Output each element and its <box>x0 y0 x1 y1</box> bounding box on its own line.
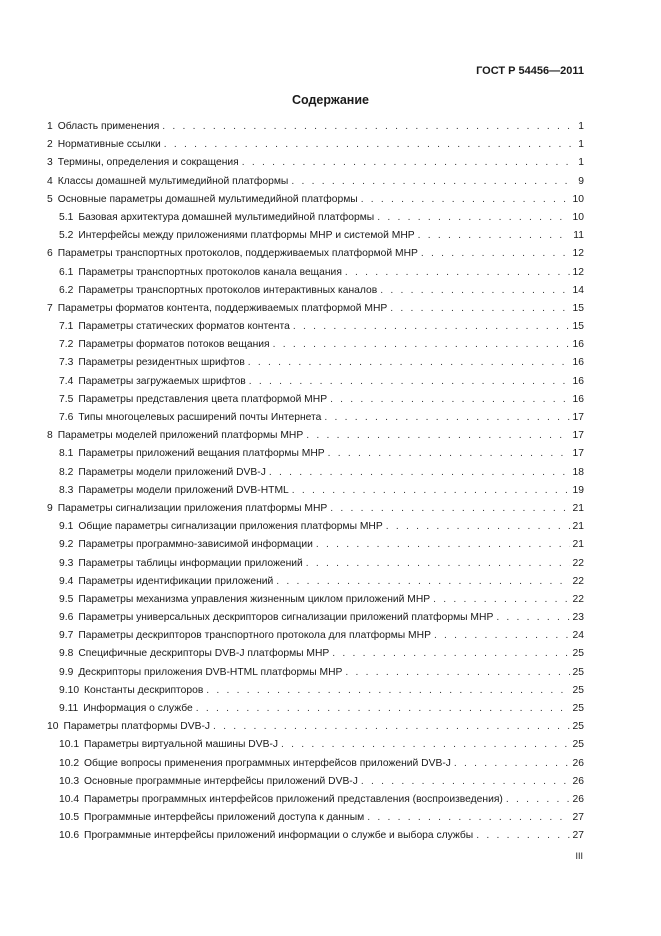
toc-entry[interactable] <box>47 794 584 812</box>
toc-entry[interactable] <box>47 485 584 503</box>
toc-entry[interactable] <box>47 157 584 175</box>
toc-entry-title: Параметры программно-зависимой информации <box>78 539 313 551</box>
toc-entry[interactable] <box>47 576 584 594</box>
toc-entry-title: Специфичные дескрипторы DVB-J платформы МНР <box>78 648 330 660</box>
toc-entry-number: 2 <box>47 139 53 151</box>
toc-entry-title: Нормативные ссылки <box>57 139 161 151</box>
toc-entry-number: 5 <box>47 193 53 205</box>
toc-entry[interactable] <box>47 321 584 339</box>
toc-entry-title: Параметры транспортных протоколов канала вещания <box>78 266 342 278</box>
toc-entry-number: 9.1 <box>59 521 74 533</box>
toc-entry-number: 5.2 <box>59 230 74 242</box>
toc-entry-page: 21 <box>572 539 584 551</box>
toc-entry-number: 9.4 <box>59 575 74 587</box>
toc-entry[interactable] <box>47 739 584 757</box>
toc-dot-leader <box>476 830 569 841</box>
toc-entry-number: 7.6 <box>59 412 74 423</box>
toc-entry-page: 26 <box>572 775 584 787</box>
toc-entry-title: Типы многоцелевых расширений почты Интернета <box>78 412 322 423</box>
toc-entry-number: 9.11 <box>59 703 79 714</box>
toc-entry[interactable] <box>47 394 584 412</box>
toc-entry-page: 25 <box>572 739 584 751</box>
toc-entry-page: 15 <box>572 321 584 333</box>
toc-entry-page: 17 <box>572 412 584 423</box>
toc-dot-leader <box>249 376 570 387</box>
toc-entry[interactable] <box>47 267 584 285</box>
toc-entry[interactable] <box>47 448 584 466</box>
toc-entry-number: 7.2 <box>59 339 74 351</box>
toc-entry[interactable] <box>47 139 584 157</box>
page-title: Содержание <box>291 93 369 107</box>
toc-dot-leader <box>306 558 570 569</box>
toc-dot-leader <box>276 576 569 587</box>
toc-entry-page: 24 <box>572 630 584 642</box>
toc-dot-leader <box>361 776 570 787</box>
toc-entry[interactable] <box>47 248 584 266</box>
toc-entry-title: Параметры представления цвета платформой МНР <box>78 393 328 405</box>
toc-entry[interactable] <box>47 539 584 557</box>
toc-entry-number: 8.2 <box>59 466 74 478</box>
toc-entry-number: 7.3 <box>59 357 74 369</box>
toc-entry-page: 10 <box>572 193 584 205</box>
toc-entry-page: 16 <box>572 375 584 387</box>
toc-dot-leader <box>196 703 570 714</box>
toc-entry[interactable] <box>47 612 584 630</box>
toc-entry-page: 1 <box>578 157 584 169</box>
toc-entry-title: Дескрипторы приложения DVB-HTML платформы МНР <box>78 666 343 678</box>
toc-dot-leader <box>206 685 569 696</box>
toc-entry-number: 3 <box>47 157 53 169</box>
toc-entry[interactable] <box>47 521 584 539</box>
toc-entry-number: 6 <box>47 248 53 260</box>
toc-entry-title: Параметры форматов потоков вещания <box>78 339 270 351</box>
toc-entry-title: Параметры форматов контента, поддерживаемых платформой МНР <box>57 302 388 314</box>
toc-dot-leader <box>345 667 569 678</box>
toc-entry-title: Программные интерфейсы приложений доступа к данным <box>84 812 365 824</box>
toc-entry-title: Параметры идентификации приложений <box>78 575 274 587</box>
toc-entry-number: 7.5 <box>59 393 74 405</box>
toc-dot-leader <box>421 248 570 259</box>
toc-entry-title: Классы домашней мультимедийной платформы <box>57 175 289 187</box>
toc-entry[interactable] <box>47 303 584 321</box>
toc-entry-title: Параметры механизма управления жизненным циклом приложений МНР <box>78 593 431 605</box>
toc-entry-page: 25 <box>572 721 584 733</box>
toc-entry-number: 4 <box>47 175 53 187</box>
toc-entry-title: Параметры сигнализации приложения платформы МНР <box>57 502 328 514</box>
toc-entry-title: Параметры приложений вещания платформы МНР <box>78 448 325 460</box>
toc-dot-leader <box>332 648 569 659</box>
toc-entry[interactable] <box>47 703 584 721</box>
toc-entry-page: 25 <box>572 648 584 660</box>
toc-dot-leader <box>273 339 570 350</box>
toc-entry-number: 9.10 <box>59 684 80 696</box>
toc-entry-page: 22 <box>572 575 584 587</box>
toc-entry-number: 10.6 <box>59 830 80 842</box>
toc-entry[interactable] <box>47 758 584 776</box>
toc-entry-page: 9 <box>578 175 584 187</box>
toc-entry-title: Параметры моделей приложений платформы МНР <box>57 430 304 442</box>
toc-entry-title: Параметры модели приложений DVB-HTML <box>78 484 289 496</box>
toc-dot-leader <box>380 285 569 296</box>
toc-entry-page: 25 <box>572 703 584 714</box>
toc-entry[interactable] <box>47 503 584 521</box>
toc-entry-page: 27 <box>572 830 584 842</box>
toc-entry-title: Параметры загружаемых шрифтов <box>78 375 246 387</box>
toc-entry-title: Основные параметры домашней мультимедийной платформы <box>57 193 358 205</box>
toc-entry-number: 9.2 <box>59 539 74 551</box>
toc-entry-number: 9.6 <box>59 612 74 624</box>
toc-entry-title: Параметры модели приложений DVB-J <box>78 466 266 478</box>
toc-dot-leader <box>377 212 569 223</box>
toc-dot-leader <box>269 467 570 478</box>
toc-entry-page: 12 <box>572 266 584 278</box>
toc-entry[interactable] <box>47 830 584 848</box>
toc-dot-leader <box>324 412 569 423</box>
toc-entry-number: 7.1 <box>59 321 74 333</box>
toc-entry-number: 1 <box>47 121 53 132</box>
toc-dot-leader <box>328 448 570 459</box>
toc-entry-page: 18 <box>572 466 584 478</box>
toc-entry[interactable] <box>47 357 584 375</box>
toc-entry-title: Параметры статических форматов контента <box>78 321 290 333</box>
toc-entry-page: 16 <box>572 357 584 369</box>
toc-entry-number: 9.3 <box>59 557 74 569</box>
toc-entry-title: Область применения <box>57 121 160 132</box>
toc-entry-page: 14 <box>572 284 584 296</box>
toc-entry[interactable] <box>47 285 584 303</box>
toc-entry[interactable] <box>47 376 584 394</box>
toc-entry-title: Параметры программных интерфейсов приложений представления (воспроизведения) <box>84 793 503 805</box>
toc-entry-title: Интерфейсы между приложениями платформы МНР и системой МНР <box>78 230 415 242</box>
toc-entry[interactable] <box>47 667 584 685</box>
toc-entry[interactable] <box>47 339 584 357</box>
toc-entry-number: 9 <box>47 502 53 514</box>
toc-dot-leader <box>454 758 570 769</box>
toc-entry-title: Базовая архитектура домашней мультимедийной платформы <box>78 211 375 223</box>
toc-entry-page: 22 <box>572 593 584 605</box>
toc-entry-title: Параметры универсальных дескрипторов сигнализации приложений платформы МНР <box>78 612 494 624</box>
toc-entry-number: 6.2 <box>59 284 74 296</box>
toc-entry-number: 10.1 <box>59 739 80 751</box>
toc-dot-leader <box>291 176 571 187</box>
document-header: ГОСТ Р 54456—2011 <box>476 65 584 77</box>
toc-entry-number: 8 <box>47 430 53 442</box>
toc-entry-page: 22 <box>572 557 584 569</box>
toc-entry-number: 9.9 <box>59 666 74 678</box>
toc-entry-title: Общие вопросы применения программных интерфейсов приложений DVB-J <box>84 757 451 769</box>
toc-dot-leader <box>242 157 571 168</box>
toc-entry-number: 9.7 <box>59 630 74 642</box>
toc-entry-page: 12 <box>572 248 584 260</box>
toc-dot-leader <box>281 739 570 750</box>
toc-entry-number: 5.1 <box>59 211 74 223</box>
toc-dot-leader <box>330 503 569 514</box>
toc-entry-number: 9.5 <box>59 593 74 605</box>
toc-entry-title: Параметры таблицы информации приложений <box>78 557 303 569</box>
toc-dot-leader <box>306 430 569 441</box>
toc-entry-page: 1 <box>578 139 584 151</box>
toc-entry[interactable] <box>47 812 584 830</box>
toc-dot-leader <box>330 394 569 405</box>
toc-entry-title: Параметры платформы DVB-J <box>63 721 211 733</box>
toc-entry[interactable] <box>47 721 584 739</box>
toc-entry[interactable] <box>47 558 584 576</box>
toc-entry[interactable] <box>47 685 584 703</box>
toc-entry-page: 16 <box>572 339 584 351</box>
toc-entry-number: 9.8 <box>59 648 74 660</box>
toc-entry-page: 25 <box>572 684 584 696</box>
toc-entry[interactable] <box>47 412 584 430</box>
toc-entry-title: Программные интерфейсы приложений информации о службе и выбора службы <box>84 830 474 842</box>
toc-dot-leader <box>213 721 569 732</box>
toc-entry[interactable] <box>47 776 584 794</box>
page-number: III <box>575 851 583 861</box>
toc-dot-leader <box>434 630 570 641</box>
toc-entry[interactable] <box>47 176 584 194</box>
toc-entry-number: 10.5 <box>59 812 80 824</box>
toc-entry-page: 19 <box>572 484 584 496</box>
table-of-contents <box>47 121 584 849</box>
toc-dot-leader <box>386 521 570 532</box>
toc-entry-page: 23 <box>572 612 584 624</box>
toc-entry-page: 17 <box>572 448 584 460</box>
toc-dot-leader <box>390 303 569 314</box>
toc-entry-number: 7 <box>47 302 53 314</box>
toc-entry-page: 26 <box>572 793 584 805</box>
toc-entry-number: 6.1 <box>59 266 74 278</box>
toc-entry-page: 15 <box>572 302 584 314</box>
toc-dot-leader <box>367 812 569 823</box>
toc-entry-number: 10.2 <box>59 757 80 769</box>
toc-entry[interactable] <box>47 630 584 648</box>
toc-dot-leader <box>506 794 570 805</box>
toc-entry-title: Параметры резидентных шрифтов <box>78 357 245 369</box>
toc-entry[interactable] <box>47 648 584 666</box>
toc-entry-title: Информация о службе <box>83 703 193 714</box>
toc-entry-page: 1 <box>578 121 584 132</box>
toc-entry-title: Параметры дескрипторов транспортного протокола для платформы МНР <box>78 630 431 642</box>
toc-dot-leader <box>496 612 569 623</box>
toc-entry-title: Параметры транспортных протоколов, поддерживаемых платформой МНР <box>57 248 418 260</box>
toc-entry-page: 17 <box>572 430 584 442</box>
toc-entry-title: Параметры виртуальной машины DVB-J <box>84 739 279 751</box>
toc-entry-page: 21 <box>572 502 584 514</box>
toc-entry-title: Параметры транспортных протоколов интерактивных каналов <box>78 284 378 296</box>
toc-dot-leader <box>248 357 570 368</box>
toc-entry-title: Основные программные интерфейсы приложений DVB-J <box>84 775 358 787</box>
toc-entry-number: 10.4 <box>59 793 80 805</box>
toc-entry-number: 8.3 <box>59 484 74 496</box>
toc-entry[interactable] <box>47 430 584 448</box>
toc-entry-page: 10 <box>572 211 584 223</box>
toc-dot-leader <box>162 121 571 132</box>
toc-dot-leader <box>361 194 570 205</box>
toc-entry-page: 21 <box>572 521 584 533</box>
toc-entry-page: 16 <box>572 393 584 405</box>
toc-dot-leader <box>164 139 571 150</box>
toc-entry-title: Общие параметры сигнализации приложения платформы МНР <box>78 521 383 533</box>
toc-dot-leader <box>345 267 570 278</box>
toc-entry-number: 10.3 <box>59 775 80 787</box>
toc-entry-title: Константы дескрипторов <box>84 684 204 696</box>
toc-dot-leader <box>293 321 570 332</box>
toc-entry-page: 11 <box>573 230 584 242</box>
toc-entry[interactable] <box>47 467 584 485</box>
toc-entry-number: 8.1 <box>59 448 74 460</box>
toc-entry[interactable] <box>47 121 584 139</box>
toc-entry-title: Термины, определения и сокращения <box>57 157 239 169</box>
toc-entry[interactable] <box>47 230 584 248</box>
toc-entry[interactable] <box>47 594 584 612</box>
toc-dot-leader <box>316 539 570 550</box>
toc-entry-page: 26 <box>572 757 584 769</box>
toc-entry[interactable] <box>47 194 584 212</box>
toc-dot-leader <box>433 594 569 605</box>
toc-dot-leader <box>418 230 571 241</box>
toc-dot-leader <box>292 485 570 496</box>
toc-entry-page: 25 <box>572 666 584 678</box>
toc-entry-page: 27 <box>572 812 584 824</box>
toc-entry[interactable] <box>47 212 584 230</box>
toc-entry-number: 10 <box>47 721 59 733</box>
toc-entry-number: 7.4 <box>59 375 74 387</box>
